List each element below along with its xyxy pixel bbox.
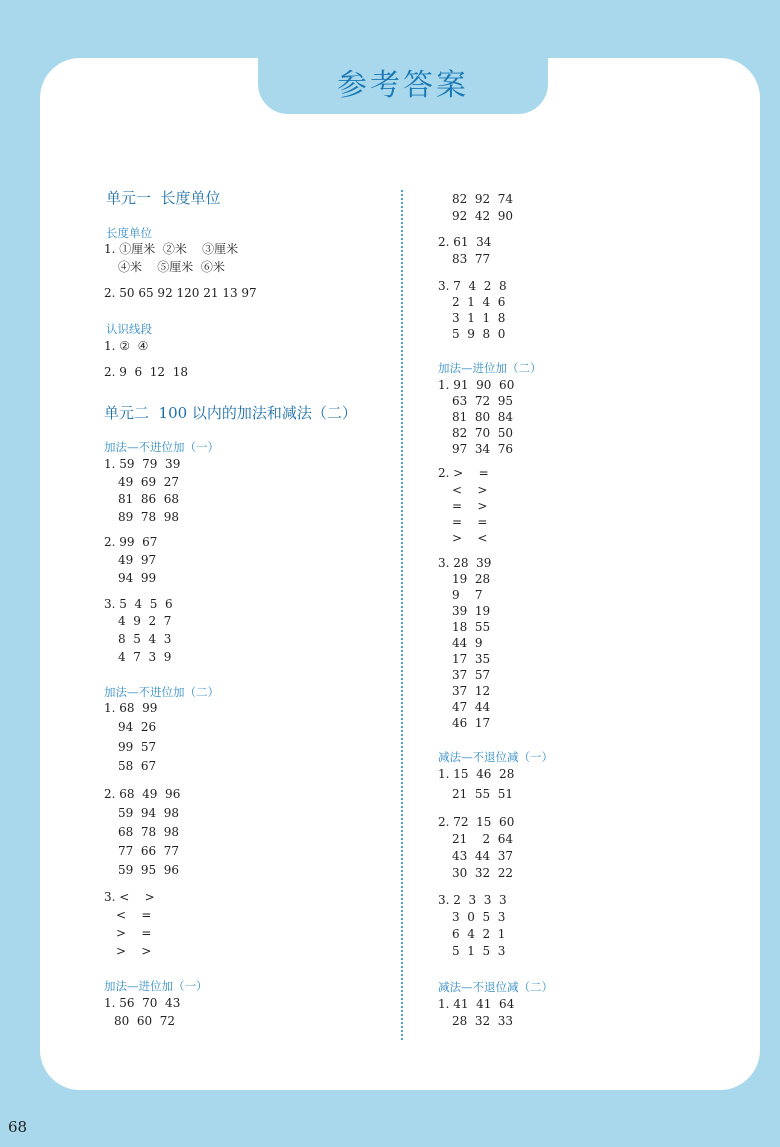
answer-line: 58 67 <box>118 759 157 773</box>
unit-title: 单元二 100 以内的加法和减法（二） <box>104 404 357 422</box>
answer-line: 3. 7 4 2 8 <box>438 279 507 293</box>
answer-line: 63 72 95 <box>452 394 514 408</box>
answer-line: 1. ①厘米 ②米 ③厘米 <box>104 242 239 256</box>
answer-line: 80 60 72 <box>114 1014 176 1028</box>
answer-line: 81 80 84 <box>452 410 514 424</box>
section-heading: 长度单位 <box>106 226 152 240</box>
answer-line: 3 0 5 3 <box>452 910 506 924</box>
answer-line: 37 12 <box>452 684 491 698</box>
answer-line: > > <box>116 944 152 958</box>
section-heading: 加法—进位加（一） <box>104 979 208 993</box>
section-heading: 加法—不进位加（二） <box>104 685 219 699</box>
section-heading: 减法—不退位减（二） <box>438 980 553 994</box>
section-heading: 认识线段 <box>106 322 152 336</box>
answer-line: 39 19 <box>452 604 491 618</box>
answer-line: 2. 68 49 96 <box>104 787 181 801</box>
unit-title: 单元一 长度单位 <box>106 189 221 207</box>
answer-line: 3. 5 4 5 6 <box>104 597 173 611</box>
answer-line: 2. 99 67 <box>104 535 158 549</box>
answer-line: 44 9 <box>452 636 483 650</box>
column-divider <box>401 190 403 1040</box>
answer-line: 3. 2 3 3 3 <box>438 893 507 907</box>
answer-line: 81 86 68 <box>118 492 180 506</box>
answer-line: 59 95 96 <box>118 863 180 877</box>
answer-line: = = <box>452 515 488 529</box>
answer-line: 1. 56 70 43 <box>104 996 181 1010</box>
answer-line: 2. 50 65 92 120 21 13 97 <box>104 286 257 300</box>
answer-line: 82 70 50 <box>452 426 514 440</box>
answer-line: 3 1 1 8 <box>452 311 506 325</box>
section-heading: 加法—进位加（二） <box>438 361 542 375</box>
answer-line: > = <box>116 926 152 940</box>
answer-line: 2. 9 6 12 18 <box>104 365 188 379</box>
answer-line: 43 44 37 <box>452 849 514 863</box>
answer-line: 97 34 76 <box>452 442 514 456</box>
answer-line: 19 28 <box>452 572 491 586</box>
page-title: 参考答案 <box>337 68 469 103</box>
answer-line: 30 32 22 <box>452 866 514 880</box>
section-heading: 减法—不退位减（一） <box>438 750 553 764</box>
answer-line: 3. < > <box>104 890 155 904</box>
page-number: 68 <box>8 1118 28 1136</box>
answer-line: 1. ② ④ <box>104 339 149 353</box>
answer-line: 2. 72 15 60 <box>438 815 515 829</box>
answer-line: 4 9 2 7 <box>118 614 172 628</box>
answer-line: 37 57 <box>452 668 491 682</box>
answer-line: = > <box>452 499 488 513</box>
answer-line: < = <box>116 908 152 922</box>
answer-line: 77 66 77 <box>118 844 180 858</box>
answer-line: 94 26 <box>118 720 157 734</box>
answer-line: < > <box>452 483 488 497</box>
answer-line: 46 17 <box>452 716 491 730</box>
answer-line: > < <box>452 531 488 545</box>
answer-line: 21 55 51 <box>452 787 514 801</box>
answer-line: 59 94 98 <box>118 806 180 820</box>
answer-line: 8 5 4 3 <box>118 632 172 646</box>
answer-line: 68 78 98 <box>118 825 180 839</box>
answer-line: 4 7 3 9 <box>118 650 172 664</box>
answer-line: 2. 61 34 <box>438 235 492 249</box>
answer-line: 1. 59 79 39 <box>104 457 181 471</box>
answer-line: 17 35 <box>452 652 491 666</box>
answer-line: 1. 41 41 64 <box>438 997 515 1011</box>
answer-line: 1. 68 99 <box>104 701 158 715</box>
answer-line: 9 7 <box>452 588 483 602</box>
answer-line: 28 32 33 <box>452 1014 514 1028</box>
answer-line: 89 78 98 <box>118 510 180 524</box>
section-heading: 加法—不进位加（一） <box>104 440 219 454</box>
answer-line: 49 97 <box>118 553 157 567</box>
answer-line: 21 2 64 <box>452 832 514 846</box>
answer-line: 92 42 90 <box>452 209 514 223</box>
answer-line: 2 1 4 6 <box>452 295 506 309</box>
answer-line: 2. > = <box>438 466 489 480</box>
answer-line: 94 99 <box>118 571 157 585</box>
answer-line: 1. 15 46 28 <box>438 767 515 781</box>
answer-line: 5 1 5 3 <box>452 944 506 958</box>
answer-line: 1. 91 90 60 <box>438 378 515 392</box>
answer-line: 5 9 8 0 <box>452 327 506 341</box>
answer-line: 99 57 <box>118 740 157 754</box>
answer-line: 83 77 <box>452 252 491 266</box>
answer-line: 82 92 74 <box>452 192 514 206</box>
answer-line: ④米 ⑤厘米 ⑥米 <box>118 260 225 274</box>
answer-line: 18 55 <box>452 620 491 634</box>
answer-line: 49 69 27 <box>118 475 180 489</box>
answer-line: 3. 28 39 <box>438 556 492 570</box>
answer-line: 47 44 <box>452 700 491 714</box>
answer-line: 6 4 2 1 <box>452 927 506 941</box>
